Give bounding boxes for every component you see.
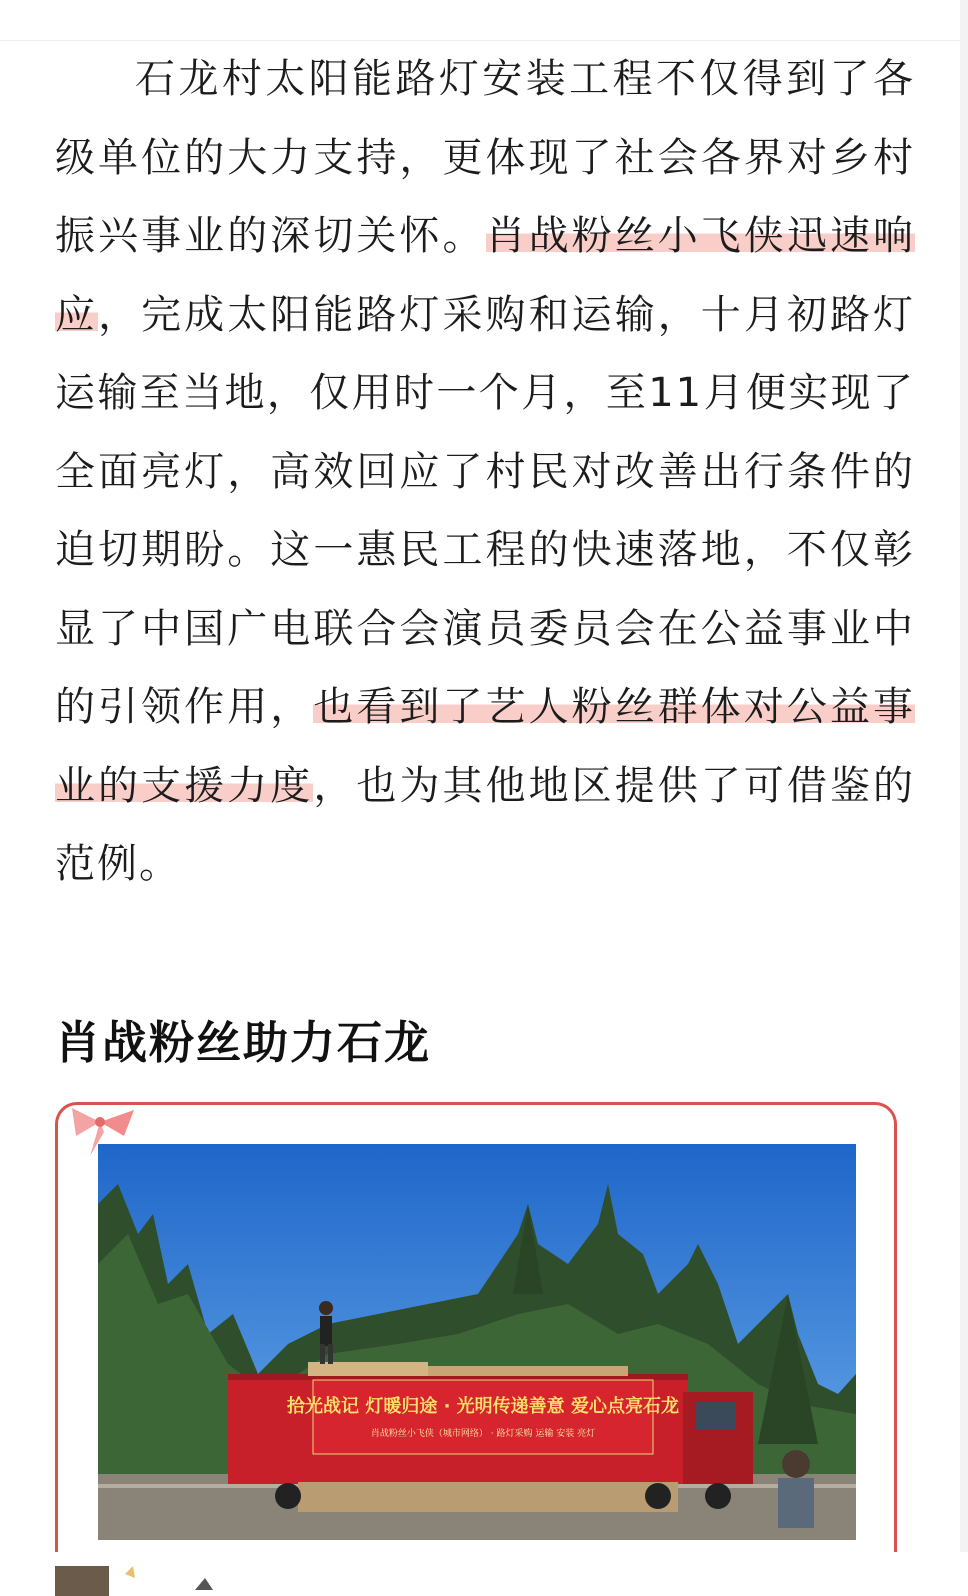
banner-sub-text: 肖战粉丝小飞侠（城市网络） · 路灯采购 运输 安装 亮灯 (370, 1429, 596, 1439)
article-paragraph (55, 40, 915, 904)
truck-photo[interactable] (98, 1144, 856, 1540)
banner-main-text: 拾光战记 灯暖归途 · 光明传递善意 爱心点亮石龙 (287, 1396, 679, 1417)
para-text-3: ，也为其他地区提供了可借鉴的范例。 (55, 762, 916, 887)
truck-photo-image (98, 1144, 856, 1540)
para-text-1: 石龙村太阳能路灯安装工程不仅得到了各级单位的大力支持，更体现了社会各界对乡村振兴事业的深切关怀。 (55, 56, 915, 259)
scrollbar-track[interactable] (960, 0, 968, 1596)
section-heading: 肖战粉丝助力石龙 (55, 1016, 432, 1069)
highlight-fans-response: 肖战粉丝小飞侠迅速响应 (55, 213, 916, 338)
next-image-preview (55, 1560, 215, 1596)
highlight-fan-support: 也看到了艺人粉丝群体对公益事业的支援力度 (55, 684, 916, 809)
para-text-2: ，完成太阳能路灯采购和运输，十月初路灯运输至当地，仅用时一个月，至11月便实现了全面亮灯，高效回应了村民对改善出行条件的迫切期盼。这一惠民工程的快速落地，不仅彰显了中国广电联合会演员委员会在公益事业中的引领作用， (55, 291, 916, 730)
